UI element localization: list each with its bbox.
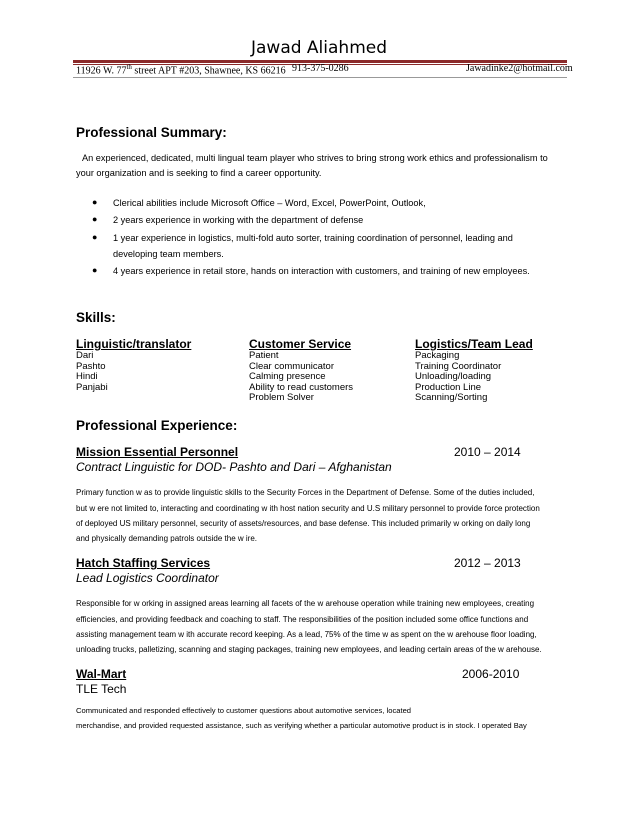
job-dates: 2010 – 2014 [454, 445, 521, 459]
skills-column-title: Customer Service [249, 337, 352, 351]
skill-item: Training Coordinator [415, 360, 502, 372]
summary-bullet: 1 year experience in logistics, multi-fold auto sorter, training coordination of personnel, leading and [113, 233, 513, 243]
header-rule-bottom [73, 77, 567, 78]
job-description-line: Responsible for w orking in assigned areas learning all facets of the w arehouse operation while training new employees, creating [76, 599, 535, 608]
summary-bullet: 4 years experience in retail store, hands on interaction with customers, and training of new employees. [113, 266, 530, 276]
phone: 913-375-0286 [292, 63, 349, 74]
candidate-name: Jawad Aliahmed [250, 38, 388, 58]
skill-item: Pashto [76, 360, 106, 372]
email: Jawadinke2@hotmail.com [466, 63, 573, 74]
job-description-line: and physically demanding patrols outside the w ire. [76, 534, 257, 543]
skill-item: Calming presence [249, 371, 326, 382]
skills-column-title: Linguistic/translator [76, 337, 192, 351]
skill-item: Packaging [415, 350, 460, 361]
skills-column-items [76, 351, 108, 393]
skill-item: Problem Solver [249, 392, 314, 403]
job-title: Lead Logistics Coordinator [76, 571, 219, 585]
summary-line-1: An experienced, dedicated, multi lingual team player who strives to bring strong work ethics and professionalism to [82, 153, 548, 163]
skill-item: Hindi [76, 371, 98, 382]
skill-item: Panjabi [76, 381, 108, 393]
job-description-line: unloading trucks, palletizing, scanning and staging packages, training new employees, and leading certain areas of the w arehouse. [76, 645, 542, 654]
summary-bullet: 2 years experience in working with the department of defense [113, 215, 364, 225]
skill-item: Ability to read customers [249, 381, 354, 393]
skill-item: Unloading/loading [415, 371, 492, 382]
skills-heading: Skills: [76, 310, 116, 325]
job-employer: Wal-Mart [76, 667, 127, 681]
address: 11926 W. 77th street APT #203, Shawnee, KS 66216 [76, 63, 286, 77]
job-title: TLE Tech [76, 682, 127, 696]
skill-item: Patient [249, 350, 279, 361]
job-description-line: Primary function w as to provide linguistic skills to the Security Forces in the Department of Defense. Some of the duties included, [76, 488, 535, 497]
bullet-icon: ● [92, 197, 98, 207]
summary-line-2: your organization and is seeking to find a career opportunity. [76, 168, 322, 178]
skill-item: Dari [76, 350, 94, 361]
summary-heading: Professional Summary: [76, 125, 227, 140]
job-description-line: Communicated and responded effectively to customer questions about automotive services, located [76, 706, 412, 715]
job-employer: Mission Essential Personnel [76, 445, 239, 459]
summary-bullet-continuation: developing team members. [113, 249, 224, 259]
job-title: Contract Linguistic for DOD- Pashto and Dari – Afghanistan [76, 460, 392, 474]
job-employer: Hatch Staffing Services [76, 556, 211, 570]
job-description-line: of deployed US military personnel, security of assets/resources, and base defense. This included primarily w orking on daily long [76, 519, 531, 528]
skill-item: Scanning/Sorting [415, 392, 488, 403]
skills-column-items [415, 351, 501, 404]
skills-column-title: Logistics/Team Lead [415, 337, 533, 351]
bullet-icon: ● [92, 232, 98, 242]
skills-column-items [249, 351, 353, 404]
skill-item: Clear communicator [249, 360, 334, 372]
job-dates: 2006-2010 [462, 667, 520, 681]
job-description-line: merchandise, and provided requested assistance, such as verifying whether a particular automotive product is in stock. I operated Bay [76, 721, 527, 730]
bullet-icon: ● [92, 214, 98, 224]
job-description-line: efficiencies, and providing feedback and coaching to staff. The responsibilities of the position included some office functions and [76, 615, 529, 624]
skill-item: Production Line [415, 381, 482, 393]
job-description-line: assisting management team w ith accurate record keeping. As a lead, 75% of the time w as spent on the w arehouse floor loading, [76, 630, 537, 639]
summary-bullet: Clerical abilities include Microsoft Office – Word, Excel, PowerPoint, Outlook, [113, 198, 426, 208]
experience-heading: Professional Experience: [76, 418, 238, 433]
job-description-line: but w ere not limited to, interacting and coordinating w ith host nation security and U.S military personnel to provide force protection [76, 504, 540, 513]
job-dates: 2012 – 2013 [454, 556, 521, 570]
bullet-icon: ● [92, 265, 98, 275]
